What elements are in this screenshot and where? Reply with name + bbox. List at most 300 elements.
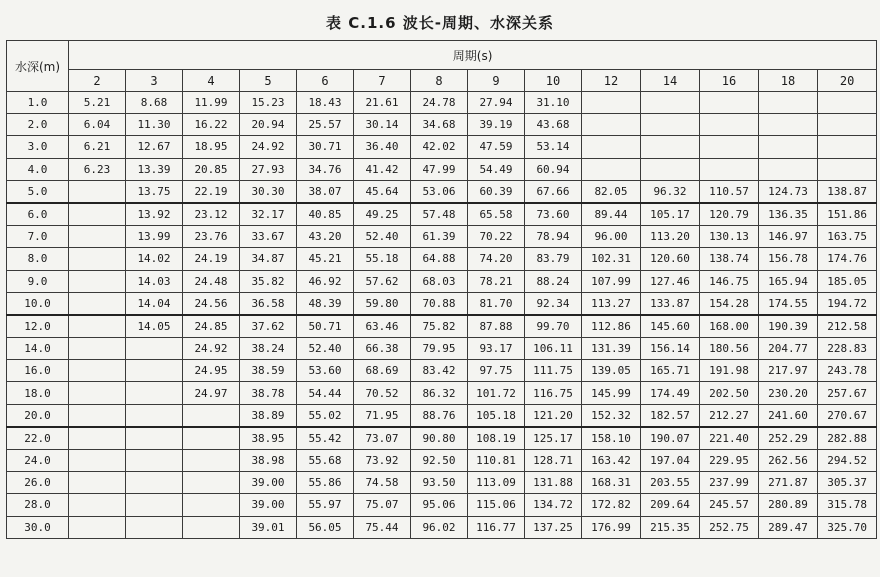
period-header-cell: 20 xyxy=(818,70,877,92)
wavelength-cell: 209.64 xyxy=(641,494,700,516)
wavelength-cell xyxy=(126,404,183,427)
wavelength-cell: 22.19 xyxy=(183,180,240,203)
wavelength-cell: 190.07 xyxy=(641,427,700,450)
wavelength-cell xyxy=(69,516,126,538)
wavelength-cell: 262.56 xyxy=(759,450,818,472)
period-header-cell: 8 xyxy=(411,70,468,92)
wavelength-cell: 41.42 xyxy=(354,158,411,180)
wavelength-cell xyxy=(641,158,700,180)
wavelength-cell: 89.44 xyxy=(582,203,641,226)
wavelength-cell: 145.99 xyxy=(582,382,641,404)
wavelength-cell: 252.75 xyxy=(700,516,759,538)
wavelength-cell: 38.95 xyxy=(240,427,297,450)
wavelength-cell: 152.32 xyxy=(582,404,641,427)
wavelength-cell xyxy=(69,180,126,203)
wavelength-cell: 11.30 xyxy=(126,114,183,136)
depth-cell: 5.0 xyxy=(7,180,69,203)
period-header-cell: 3 xyxy=(126,70,183,92)
wavelength-cell: 116.77 xyxy=(468,516,525,538)
wavelength-cell: 73.07 xyxy=(354,427,411,450)
table-row xyxy=(7,516,877,538)
wavelength-cell: 14.05 xyxy=(126,315,183,338)
wavelength-cell: 110.57 xyxy=(700,180,759,203)
wavelength-cell: 57.62 xyxy=(354,270,411,292)
wavelength-cell: 75.82 xyxy=(411,315,468,338)
wavelength-cell: 74.20 xyxy=(468,248,525,270)
wavelength-cell: 289.47 xyxy=(759,516,818,538)
wavelength-cell: 86.32 xyxy=(411,382,468,404)
wavelength-cell: 90.80 xyxy=(411,427,468,450)
wavelength-cell: 12.67 xyxy=(126,136,183,158)
wavelength-cell: 88.76 xyxy=(411,404,468,427)
depth-cell: 10.0 xyxy=(7,292,69,315)
wavelength-cell: 163.42 xyxy=(582,450,641,472)
wavelength-cell: 280.89 xyxy=(759,494,818,516)
wavelength-cell xyxy=(759,114,818,136)
table-row xyxy=(7,226,877,248)
wavelength-cell: 30.30 xyxy=(240,180,297,203)
wavelength-cell: 63.46 xyxy=(354,315,411,338)
wavelength-cell: 325.70 xyxy=(818,516,877,538)
wavelength-cell: 81.70 xyxy=(468,292,525,315)
wavelength-cell: 53.60 xyxy=(297,360,354,382)
wavelength-cell xyxy=(69,494,126,516)
wavelength-cell: 54.44 xyxy=(297,382,354,404)
wavelength-cell: 23.12 xyxy=(183,203,240,226)
wavelength-cell: 60.94 xyxy=(525,158,582,180)
wavelength-cell: 101.72 xyxy=(468,382,525,404)
wavelength-cell: 39.01 xyxy=(240,516,297,538)
wavelength-cell xyxy=(69,404,126,427)
wavelength-cell: 24.56 xyxy=(183,292,240,315)
wavelength-cell: 24.78 xyxy=(411,92,468,114)
wavelength-cell: 139.05 xyxy=(582,360,641,382)
wavelength-cell xyxy=(126,516,183,538)
wavelength-cell: 113.20 xyxy=(641,226,700,248)
depth-cell: 30.0 xyxy=(7,516,69,538)
wavelength-cell: 95.06 xyxy=(411,494,468,516)
wavelength-cell xyxy=(641,114,700,136)
wavelength-cell xyxy=(126,494,183,516)
wavelength-cell: 24.48 xyxy=(183,270,240,292)
wavelength-cell: 34.68 xyxy=(411,114,468,136)
wavelength-cell: 70.52 xyxy=(354,382,411,404)
table-row xyxy=(7,92,877,114)
wavelength-cell xyxy=(69,292,126,315)
period-header: 周期(s) xyxy=(69,41,877,70)
wavelength-cell: 20.85 xyxy=(183,158,240,180)
wavelength-cell: 168.00 xyxy=(700,315,759,338)
depth-cell: 6.0 xyxy=(7,203,69,226)
depth-cell: 18.0 xyxy=(7,382,69,404)
wavelength-cell: 96.02 xyxy=(411,516,468,538)
wavelength-cell xyxy=(700,114,759,136)
wavelength-cell: 14.02 xyxy=(126,248,183,270)
wavelength-cell: 83.79 xyxy=(525,248,582,270)
wavelength-cell: 64.88 xyxy=(411,248,468,270)
wavelength-cell xyxy=(126,338,183,360)
wavelength-cell xyxy=(700,158,759,180)
wavelength-cell: 43.68 xyxy=(525,114,582,136)
wavelength-cell: 24.85 xyxy=(183,315,240,338)
wavelength-cell: 271.87 xyxy=(759,472,818,494)
wavelength-cell xyxy=(582,92,641,114)
wavelength-cell: 78.21 xyxy=(468,270,525,292)
wavelength-cell: 68.03 xyxy=(411,270,468,292)
depth-cell: 16.0 xyxy=(7,360,69,382)
depth-cell: 7.0 xyxy=(7,226,69,248)
wavelength-cell: 78.94 xyxy=(525,226,582,248)
wavelength-cell: 197.04 xyxy=(641,450,700,472)
table-row xyxy=(7,427,877,450)
depth-cell: 22.0 xyxy=(7,427,69,450)
wavelength-cell: 113.09 xyxy=(468,472,525,494)
wavelength-cell: 146.97 xyxy=(759,226,818,248)
wavelength-cell xyxy=(582,158,641,180)
depth-cell: 26.0 xyxy=(7,472,69,494)
wavelength-cell: 38.98 xyxy=(240,450,297,472)
wavelength-cell: 56.05 xyxy=(297,516,354,538)
wavelength-cell: 96.00 xyxy=(582,226,641,248)
wavelength-cell: 45.21 xyxy=(297,248,354,270)
wavelength-cell: 53.06 xyxy=(411,180,468,203)
wavelength-cell: 55.97 xyxy=(297,494,354,516)
wavelength-cell: 11.99 xyxy=(183,92,240,114)
wavelength-cell xyxy=(818,158,877,180)
wavelength-cell xyxy=(69,226,126,248)
wavelength-cell: 6.23 xyxy=(69,158,126,180)
wavelength-cell: 88.24 xyxy=(525,270,582,292)
wavelength-cell: 39.19 xyxy=(468,114,525,136)
wavelength-cell: 42.02 xyxy=(411,136,468,158)
wavelength-cell: 174.76 xyxy=(818,248,877,270)
wavelength-cell: 6.04 xyxy=(69,114,126,136)
wavelength-cell xyxy=(69,203,126,226)
table-row xyxy=(7,472,877,494)
wavelength-cell: 133.87 xyxy=(641,292,700,315)
wavelength-cell: 68.69 xyxy=(354,360,411,382)
wavelength-cell: 60.39 xyxy=(468,180,525,203)
wavelength-cell: 18.95 xyxy=(183,136,240,158)
wavelength-cell: 215.35 xyxy=(641,516,700,538)
wavelength-cell: 92.34 xyxy=(525,292,582,315)
wavelength-cell: 48.39 xyxy=(297,292,354,315)
wavelength-cell: 75.07 xyxy=(354,494,411,516)
wavelength-cell: 21.61 xyxy=(354,92,411,114)
wavelength-cell: 151.86 xyxy=(818,203,877,226)
table-row xyxy=(7,158,877,180)
period-header-cell: 9 xyxy=(468,70,525,92)
wavelength-cell: 75.44 xyxy=(354,516,411,538)
wavelength-cell: 229.95 xyxy=(700,450,759,472)
wavelength-cell: 55.86 xyxy=(297,472,354,494)
wavelength-cell: 34.87 xyxy=(240,248,297,270)
wavelength-cell: 38.59 xyxy=(240,360,297,382)
depth-cell: 24.0 xyxy=(7,450,69,472)
wavelength-cell: 73.60 xyxy=(525,203,582,226)
wavelength-cell: 241.60 xyxy=(759,404,818,427)
wavelength-cell: 31.10 xyxy=(525,92,582,114)
depth-cell: 9.0 xyxy=(7,270,69,292)
wavelength-cell: 37.62 xyxy=(240,315,297,338)
wavelength-cell: 204.77 xyxy=(759,338,818,360)
wavelength-cell: 221.40 xyxy=(700,427,759,450)
wavelength-cell: 138.87 xyxy=(818,180,877,203)
wavelength-cell: 73.92 xyxy=(354,450,411,472)
wavelength-table xyxy=(6,40,877,539)
wavelength-cell xyxy=(818,114,877,136)
wavelength-cell: 165.94 xyxy=(759,270,818,292)
wavelength-cell: 40.85 xyxy=(297,203,354,226)
wavelength-cell: 24.97 xyxy=(183,382,240,404)
wavelength-cell: 174.49 xyxy=(641,382,700,404)
wavelength-cell: 165.71 xyxy=(641,360,700,382)
wavelength-cell: 111.75 xyxy=(525,360,582,382)
wavelength-cell: 131.88 xyxy=(525,472,582,494)
depth-cell: 12.0 xyxy=(7,315,69,338)
wavelength-cell: 35.82 xyxy=(240,270,297,292)
wavelength-cell: 158.10 xyxy=(582,427,641,450)
period-header-cell: 14 xyxy=(641,70,700,92)
wavelength-cell: 112.86 xyxy=(582,315,641,338)
wavelength-cell: 71.95 xyxy=(354,404,411,427)
wavelength-cell: 27.94 xyxy=(468,92,525,114)
wavelength-cell: 66.38 xyxy=(354,338,411,360)
wavelength-cell: 131.39 xyxy=(582,338,641,360)
wavelength-cell: 137.25 xyxy=(525,516,582,538)
wavelength-cell: 32.17 xyxy=(240,203,297,226)
wavelength-cell: 305.37 xyxy=(818,472,877,494)
wavelength-cell xyxy=(183,404,240,427)
wavelength-cell: 190.39 xyxy=(759,315,818,338)
wavelength-cell xyxy=(69,338,126,360)
wavelength-cell: 237.99 xyxy=(700,472,759,494)
table-row xyxy=(7,114,877,136)
wavelength-cell: 27.93 xyxy=(240,158,297,180)
table-body xyxy=(7,92,877,539)
wavelength-cell xyxy=(641,92,700,114)
wavelength-cell: 36.40 xyxy=(354,136,411,158)
wavelength-cell: 36.58 xyxy=(240,292,297,315)
table-row xyxy=(7,382,877,404)
wavelength-cell: 105.17 xyxy=(641,203,700,226)
wavelength-cell: 194.72 xyxy=(818,292,877,315)
wavelength-cell xyxy=(69,427,126,450)
wavelength-cell: 13.75 xyxy=(126,180,183,203)
wavelength-cell: 106.11 xyxy=(525,338,582,360)
period-header-cell: 16 xyxy=(700,70,759,92)
period-header-cell: 12 xyxy=(582,70,641,92)
depth-cell: 4.0 xyxy=(7,158,69,180)
wavelength-cell: 203.55 xyxy=(641,472,700,494)
wavelength-cell: 79.95 xyxy=(411,338,468,360)
wavelength-cell xyxy=(582,136,641,158)
wavelength-cell: 52.40 xyxy=(297,338,354,360)
wavelength-cell: 257.67 xyxy=(818,382,877,404)
wavelength-cell: 82.05 xyxy=(582,180,641,203)
table-title: 表 C.1.6 波长-周期、水深关系 xyxy=(326,14,554,32)
wavelength-cell: 34.76 xyxy=(297,158,354,180)
wavelength-cell: 182.57 xyxy=(641,404,700,427)
wavelength-cell: 38.07 xyxy=(297,180,354,203)
wavelength-cell xyxy=(183,450,240,472)
wavelength-cell: 24.95 xyxy=(183,360,240,382)
wavelength-cell: 57.48 xyxy=(411,203,468,226)
wavelength-cell: 38.24 xyxy=(240,338,297,360)
wavelength-cell xyxy=(69,315,126,338)
wavelength-cell: 156.14 xyxy=(641,338,700,360)
period-values-row xyxy=(7,70,877,92)
period-header-cell: 10 xyxy=(525,70,582,92)
wavelength-cell xyxy=(69,360,126,382)
wavelength-cell: 39.00 xyxy=(240,494,297,516)
table-row xyxy=(7,136,877,158)
wavelength-cell: 87.88 xyxy=(468,315,525,338)
wavelength-cell xyxy=(183,427,240,450)
wavelength-cell: 14.03 xyxy=(126,270,183,292)
wavelength-cell xyxy=(818,92,877,114)
wavelength-cell: 191.98 xyxy=(700,360,759,382)
wavelength-cell: 102.31 xyxy=(582,248,641,270)
wavelength-cell xyxy=(183,472,240,494)
wavelength-cell: 33.67 xyxy=(240,226,297,248)
wavelength-cell xyxy=(759,92,818,114)
wavelength-cell: 18.43 xyxy=(297,92,354,114)
wavelength-cell: 55.42 xyxy=(297,427,354,450)
table-row xyxy=(7,180,877,203)
wavelength-cell xyxy=(126,427,183,450)
depth-cell: 1.0 xyxy=(7,92,69,114)
wavelength-cell: 116.75 xyxy=(525,382,582,404)
wavelength-cell: 38.78 xyxy=(240,382,297,404)
table-row xyxy=(7,203,877,226)
wavelength-cell: 24.92 xyxy=(240,136,297,158)
wavelength-cell: 212.58 xyxy=(818,315,877,338)
wavelength-cell xyxy=(69,382,126,404)
wavelength-cell: 176.99 xyxy=(582,516,641,538)
wavelength-cell: 172.82 xyxy=(582,494,641,516)
wavelength-cell xyxy=(69,248,126,270)
wavelength-cell: 113.27 xyxy=(582,292,641,315)
wavelength-cell: 156.78 xyxy=(759,248,818,270)
wavelength-cell xyxy=(69,472,126,494)
wavelength-cell: 124.73 xyxy=(759,180,818,203)
wavelength-cell xyxy=(759,136,818,158)
wavelength-cell: 55.18 xyxy=(354,248,411,270)
wavelength-cell: 115.06 xyxy=(468,494,525,516)
table-row xyxy=(7,270,877,292)
wavelength-cell: 54.49 xyxy=(468,158,525,180)
wavelength-cell: 8.68 xyxy=(126,92,183,114)
table-row xyxy=(7,315,877,338)
wavelength-cell: 59.80 xyxy=(354,292,411,315)
wavelength-cell: 15.23 xyxy=(240,92,297,114)
wavelength-cell: 50.71 xyxy=(297,315,354,338)
period-header-cell: 7 xyxy=(354,70,411,92)
wavelength-cell: 146.75 xyxy=(700,270,759,292)
wavelength-cell: 46.92 xyxy=(297,270,354,292)
wavelength-cell: 217.97 xyxy=(759,360,818,382)
wavelength-cell: 13.39 xyxy=(126,158,183,180)
wavelength-cell: 174.55 xyxy=(759,292,818,315)
wavelength-cell: 138.74 xyxy=(700,248,759,270)
wavelength-cell xyxy=(126,360,183,382)
wavelength-cell: 252.29 xyxy=(759,427,818,450)
wavelength-cell: 134.72 xyxy=(525,494,582,516)
wavelength-cell: 154.28 xyxy=(700,292,759,315)
wavelength-cell xyxy=(759,158,818,180)
wavelength-cell: 127.46 xyxy=(641,270,700,292)
wavelength-cell: 212.27 xyxy=(700,404,759,427)
wavelength-cell: 83.42 xyxy=(411,360,468,382)
wavelength-cell xyxy=(126,472,183,494)
table-row xyxy=(7,404,877,427)
wavelength-cell: 55.68 xyxy=(297,450,354,472)
depth-cell: 28.0 xyxy=(7,494,69,516)
wavelength-cell xyxy=(69,270,126,292)
depth-column-header: 水深(m) xyxy=(7,41,69,92)
wavelength-cell: 163.75 xyxy=(818,226,877,248)
wavelength-cell: 145.60 xyxy=(641,315,700,338)
wavelength-cell: 93.17 xyxy=(468,338,525,360)
wavelength-cell: 47.99 xyxy=(411,158,468,180)
wavelength-cell: 53.14 xyxy=(525,136,582,158)
wavelength-cell xyxy=(818,136,877,158)
wavelength-cell: 93.50 xyxy=(411,472,468,494)
wavelength-cell xyxy=(183,516,240,538)
wavelength-cell xyxy=(641,136,700,158)
table-row xyxy=(7,292,877,315)
wavelength-cell: 180.56 xyxy=(700,338,759,360)
wavelength-cell: 6.21 xyxy=(69,136,126,158)
wavelength-cell: 70.22 xyxy=(468,226,525,248)
wavelength-cell: 245.57 xyxy=(700,494,759,516)
wavelength-cell: 25.57 xyxy=(297,114,354,136)
wavelength-cell: 185.05 xyxy=(818,270,877,292)
depth-cell: 2.0 xyxy=(7,114,69,136)
wavelength-cell xyxy=(700,92,759,114)
wavelength-cell: 96.32 xyxy=(641,180,700,203)
wavelength-cell: 110.81 xyxy=(468,450,525,472)
table-row xyxy=(7,338,877,360)
wavelength-cell: 120.60 xyxy=(641,248,700,270)
depth-cell: 8.0 xyxy=(7,248,69,270)
wavelength-cell: 23.76 xyxy=(183,226,240,248)
wavelength-cell: 136.35 xyxy=(759,203,818,226)
wavelength-cell: 55.02 xyxy=(297,404,354,427)
wavelength-cell: 121.20 xyxy=(525,404,582,427)
wavelength-cell: 30.71 xyxy=(297,136,354,158)
wavelength-cell: 107.99 xyxy=(582,270,641,292)
wavelength-cell: 315.78 xyxy=(818,494,877,516)
period-header-cell: 5 xyxy=(240,70,297,92)
wavelength-cell: 128.71 xyxy=(525,450,582,472)
table-row xyxy=(7,360,877,382)
wavelength-cell: 67.66 xyxy=(525,180,582,203)
wavelength-cell: 282.88 xyxy=(818,427,877,450)
wavelength-cell: 5.21 xyxy=(69,92,126,114)
wavelength-cell: 92.50 xyxy=(411,450,468,472)
wavelength-cell xyxy=(183,494,240,516)
wavelength-cell: 16.22 xyxy=(183,114,240,136)
wavelength-cell: 243.78 xyxy=(818,360,877,382)
depth-cell: 14.0 xyxy=(7,338,69,360)
table-row xyxy=(7,450,877,472)
wavelength-cell: 13.92 xyxy=(126,203,183,226)
wavelength-cell: 65.58 xyxy=(468,203,525,226)
wavelength-cell: 14.04 xyxy=(126,292,183,315)
wavelength-cell: 97.75 xyxy=(468,360,525,382)
